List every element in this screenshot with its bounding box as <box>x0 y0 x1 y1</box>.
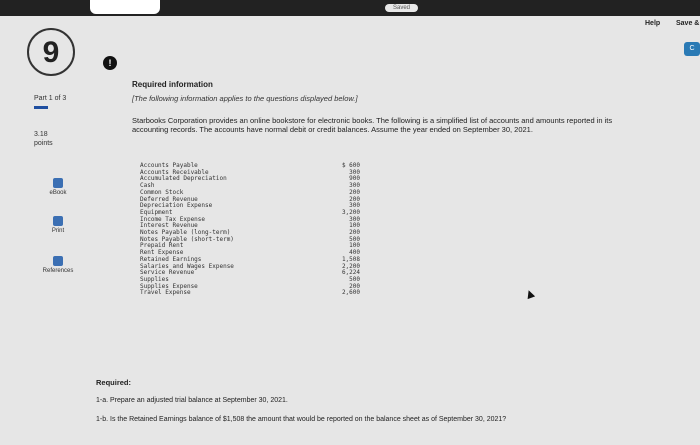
sidebar-item-label: References <box>42 268 74 274</box>
references-icon <box>53 256 63 266</box>
alert-icon: ! <box>103 56 117 70</box>
sidebar-item-label: Print <box>51 228 65 234</box>
account-value: 2,200 <box>341 262 360 270</box>
account-row <box>140 290 360 297</box>
account-value: 100 <box>349 242 360 250</box>
account-name: Notes Payable (long-term) <box>140 229 231 237</box>
problem-description: Starbooks Corporation provides an online bookstore for electronic books. The following is a simplified list of accounts and amounts reported in its accounting records. The accounts have normal debit or credit balances. Assume the year ended on September 30, 2021. <box>132 116 613 134</box>
saved-indicator: Saved <box>385 4 418 12</box>
account-name: Cash <box>140 182 155 190</box>
book-icon <box>53 178 63 188</box>
account-name: Service Revenue <box>140 269 195 277</box>
account-value: 200 <box>349 195 360 203</box>
accounts-list <box>140 163 360 297</box>
account-row <box>140 270 360 277</box>
sidebar-item-print[interactable] <box>40 216 76 234</box>
account-row <box>140 203 360 210</box>
account-value: 200 <box>349 188 360 196</box>
account-name: Accounts Receivable <box>140 168 209 176</box>
account-name: Depreciation Expense <box>140 202 213 210</box>
account-name: Travel Expense <box>140 289 191 297</box>
points-label: points <box>34 140 53 147</box>
account-name: Income Tax Expense <box>140 215 206 223</box>
main-content <box>132 80 652 134</box>
account-value: 300 <box>349 168 360 176</box>
printer-icon <box>53 216 63 226</box>
account-name: Salaries and Wages Expense <box>140 262 234 270</box>
account-value: 200 <box>349 282 360 290</box>
points <box>34 130 53 148</box>
account-name: Retained Earnings <box>140 255 202 263</box>
account-name: Deferred Revenue <box>140 195 198 203</box>
account-name: Accounts Payable <box>140 162 198 169</box>
help-link[interactable]: Help <box>645 20 661 27</box>
account-value: 500 <box>349 275 360 283</box>
account-row <box>140 176 360 183</box>
account-name: Supplies <box>140 275 169 283</box>
account-value: 900 <box>349 175 360 183</box>
account-value: 100 <box>349 222 360 230</box>
account-name: Interest Revenue <box>140 222 198 230</box>
question-number: 9 <box>27 28 75 76</box>
top-tab[interactable] <box>90 0 160 14</box>
points-value: 3.18 <box>34 131 48 138</box>
section-title: Required information <box>132 80 213 89</box>
account-value: 6,224 <box>341 269 360 277</box>
account-value: 300 <box>349 182 360 190</box>
account-name: Prepaid Rent <box>140 242 184 250</box>
account-value: 200 <box>349 229 360 237</box>
account-name: Supplies Expense <box>140 282 198 290</box>
account-name: Common Stock <box>140 188 184 196</box>
save-exit-button[interactable]: Save & <box>676 20 700 27</box>
account-value: $ 600 <box>341 162 360 169</box>
account-name: Rent Expense <box>140 249 184 257</box>
account-name: Notes Payable (short-term) <box>140 235 234 243</box>
account-value: 300 <box>349 202 360 210</box>
account-value: 3,200 <box>341 208 360 216</box>
account-value: 400 <box>349 249 360 257</box>
account-value: 1,508 <box>341 255 360 263</box>
account-value: 300 <box>349 215 360 223</box>
part-progress-bar <box>34 106 48 109</box>
question-1b: 1-b. Is the Retained Earnings balance of $1,508 the amount that would be reported on the balance sheet as of September 30, 2021? <box>96 416 507 423</box>
check-button[interactable]: C <box>684 42 700 56</box>
account-value: 2,600 <box>341 289 360 297</box>
sidebar-item-ebook[interactable] <box>40 178 76 196</box>
question-1a: 1-a. Prepare an adjusted trial balance at September 30, 2021. <box>96 397 288 404</box>
account-value: 500 <box>349 235 360 243</box>
info-note: [The following information applies to the questions displayed below.] <box>132 94 358 103</box>
part-indicator: Part 1 of 3 <box>34 95 67 102</box>
account-name: Accumulated Depreciation <box>140 175 227 183</box>
top-bar <box>0 0 700 16</box>
required-label: Required: <box>96 378 132 387</box>
account-name: Equipment <box>140 208 173 216</box>
sidebar-item-label: eBook <box>49 190 67 196</box>
sidebar-item-references[interactable] <box>40 256 76 274</box>
